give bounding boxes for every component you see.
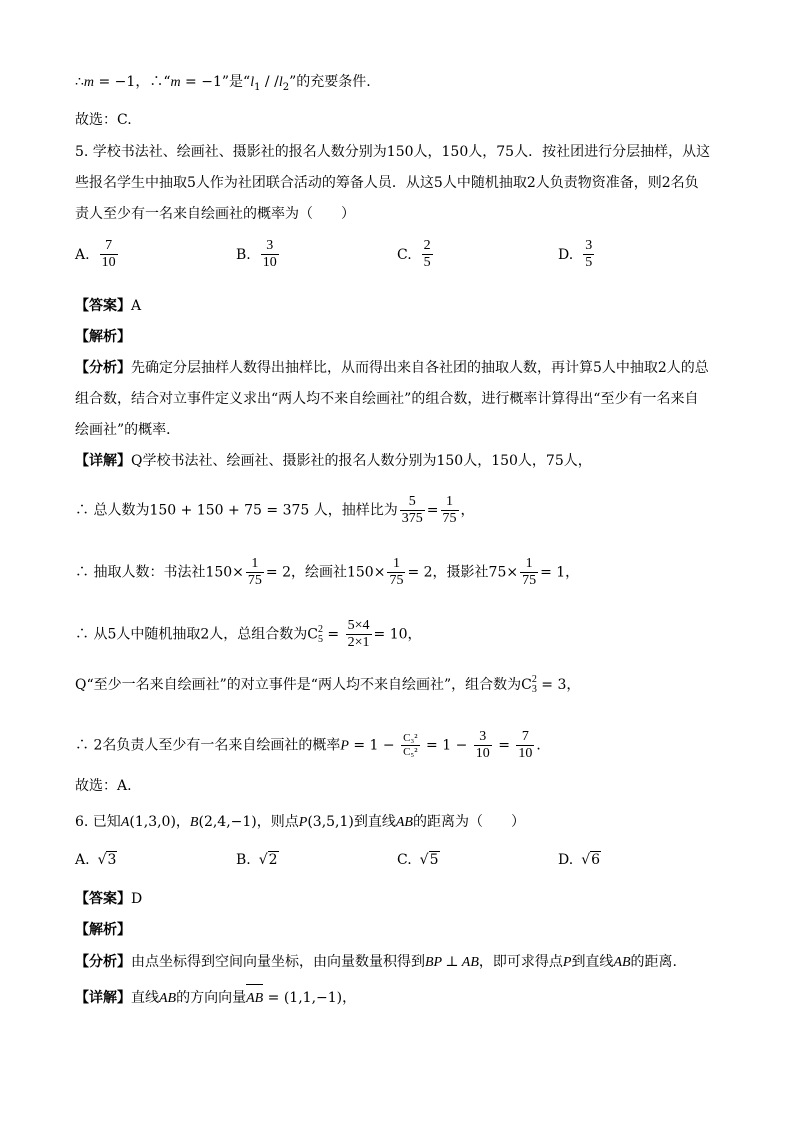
q5-line-2: 些报名学生中抽取5人作为社团联合活动的筹备人员．从这5人中随机抽取2人负责物资准备，则2名负 (75, 175, 699, 191)
numerator: 2 (423, 238, 431, 253)
radicand: 5 (429, 852, 439, 868)
fraction (520, 556, 538, 589)
text: 的方向向量 (176, 990, 247, 1006)
fraction (441, 494, 459, 527)
numerator: 7 (100, 238, 118, 255)
text: Q学校书法社、绘画社、摄影社的报名人数分别为150人，150人，75人， (131, 453, 592, 469)
point-p: P (298, 815, 308, 830)
fraction (261, 238, 279, 271)
subscript: 2 (282, 81, 290, 93)
prev-select: 故选：C. (75, 112, 132, 128)
q6-fenxi (75, 952, 677, 973)
parallel-symbol: / / (260, 74, 279, 90)
numerator: 3 (474, 729, 492, 746)
numerator: 5 (400, 494, 425, 511)
fraction (401, 732, 419, 759)
superscript: 2 (317, 623, 323, 635)
denominator: 75 (522, 573, 537, 588)
option-label: C. (397, 246, 412, 263)
denominator: 10 (262, 255, 277, 270)
text: 先确定分层抽样人数得出抽样比，从而得出来自各社团的抽取人数，再计算5人中抽取2人的总 (131, 360, 709, 376)
text: = 1 − (348, 737, 400, 754)
denominator: 375 (401, 511, 423, 526)
vector-ab (246, 989, 263, 1009)
text: = 2，绘画社150× (265, 564, 386, 581)
sqrt: √2 (258, 852, 278, 868)
fraction (583, 238, 594, 271)
text: Q“至少一名来自绘画社”的对立事件是“两人均不来自绘画社”，组合数为C (75, 677, 532, 693)
text: = 3， (536, 677, 581, 693)
prev-conclusion (75, 72, 371, 98)
line-ab: AB (395, 815, 413, 830)
line-ab: AB (613, 955, 631, 970)
q5-fenxi-2: 组合数，结合对立事件定义求出“两人均不来自绘画社”的组合数，进行概率计算得出“至少有一名来自 (75, 391, 699, 407)
fraction (516, 729, 534, 762)
text: = (1,1,−1)， (263, 990, 357, 1006)
q5-option-b (236, 238, 281, 271)
text: ． (536, 737, 551, 754)
text: = −1”是“ (180, 74, 251, 90)
text: = 2，摄影社75× (407, 564, 519, 581)
coords: (1,3,0) (129, 814, 176, 830)
fraction (400, 494, 425, 527)
vector-label: AB (246, 991, 264, 1006)
denominator: 10 (518, 746, 533, 761)
text: 的距离为（ ） (412, 814, 525, 830)
therefore-symbol: ∴ (75, 74, 84, 90)
q6-detail (75, 988, 356, 1009)
detail-tag: 【详解】 (75, 453, 131, 469)
line-ab: AB (159, 991, 177, 1006)
q5-detail-3 (75, 556, 579, 589)
subscript: 1 (254, 81, 261, 93)
option-label: D. (558, 852, 574, 868)
analysis-tag: 【解析】 (75, 922, 131, 938)
var-l: l (250, 75, 255, 90)
q5-line-1: 5. 学校书法社、绘画社、摄影社的报名人数分别为150人，150人，75人．按社团进行分层抽样，从这 (75, 144, 711, 160)
numerator: 3 (261, 238, 279, 255)
q6-option-d (558, 852, 601, 868)
answer-tag: 【答案】 (75, 891, 131, 907)
q5-select: 故选：A. (75, 778, 132, 794)
q5-option-c (397, 238, 435, 271)
option-label: C. (397, 852, 412, 868)
fraction (346, 618, 372, 651)
radicand: 6 (591, 852, 601, 868)
text: ∴ 从5人中随机抽取2人，总组合数为C (75, 626, 318, 643)
q6-stem (75, 812, 525, 833)
q5-fenxi-1 (75, 358, 709, 378)
text: ， (460, 502, 475, 519)
fraction (422, 238, 433, 271)
q5-detail-4 (75, 618, 422, 651)
text: ， (175, 814, 190, 830)
vector-arrow-icon (246, 984, 263, 985)
numerator: 7 (516, 729, 534, 746)
text: = (493, 737, 515, 754)
q6-option-c (397, 852, 440, 868)
q5-option-d (558, 238, 596, 271)
sqrt: √5 (419, 852, 439, 868)
fraction (387, 556, 405, 589)
denominator: C₅² (403, 746, 418, 758)
perp-expression: BP ⊥ AB (425, 955, 479, 970)
numerator: C₃² (403, 732, 418, 744)
option-label: D. (558, 246, 574, 263)
q5-fenxi-3: 绘画社”的概率． (75, 422, 181, 438)
text: = 1， (540, 564, 580, 581)
q5-analysis-tag (75, 327, 131, 347)
answer-value: A (131, 298, 142, 314)
q5-detail-2 (75, 494, 475, 527)
text: = 1 − (421, 737, 472, 754)
option-label: A. (75, 246, 90, 263)
numerator: 1 (441, 494, 459, 511)
text: ，即可求得点 (478, 954, 563, 970)
q5-line-3: 责人至少有一名来自绘画社的概率为（ ） (75, 206, 355, 222)
answer-value: D (131, 891, 143, 907)
text: ∴ 总人数为150 + 150 + 75 = 375 人，抽样比为 (75, 502, 398, 519)
point-p: P (562, 955, 572, 970)
q5-answer (75, 296, 141, 316)
text: = 10， (373, 626, 422, 643)
q5-detail-5 (75, 675, 580, 695)
text: 到直线 (571, 954, 614, 970)
subscript: 5 (317, 633, 323, 645)
q6-option-a (75, 852, 117, 868)
option-label: B. (236, 852, 251, 868)
denominator: 5 (585, 255, 593, 270)
text: ∴ 抽取人数：书法社150× (75, 564, 244, 581)
text: 由点坐标得到空间向量坐标，由向量数量积得到 (131, 954, 425, 970)
answer-tag: 【答案】 (75, 298, 131, 314)
var-m: m (170, 75, 181, 90)
text: ，则点 (256, 814, 299, 830)
text: 直线 (131, 990, 159, 1006)
text: = −1，∴“ (94, 74, 171, 90)
coords: (3,5,1) (307, 814, 354, 830)
point-b: B (189, 815, 199, 830)
fraction (246, 556, 264, 589)
numerator: 1 (387, 556, 405, 573)
text: 6. 已知 (75, 814, 121, 830)
sqrt: √6 (581, 852, 601, 868)
q5-detail-1 (75, 451, 592, 471)
q6-analysis-tag (75, 920, 131, 940)
numerator: 1 (246, 556, 264, 573)
superscript: 2 (531, 674, 537, 685)
radicand: 2 (268, 852, 278, 868)
q6-option-b (236, 852, 279, 868)
numerator: 5×4 (347, 618, 370, 633)
var-p: P (340, 738, 349, 754)
radicand: 3 (107, 852, 117, 868)
subscript: 3 (531, 684, 537, 695)
fraction (100, 238, 118, 271)
option-label: B. (236, 246, 251, 263)
denominator: 10 (475, 746, 490, 761)
q5-detail-6 (75, 729, 550, 762)
analysis-tag: 【解析】 (75, 329, 131, 345)
coords: (2,4,−1) (198, 814, 257, 830)
text: 到直线 (353, 814, 396, 830)
denominator: 75 (389, 573, 404, 588)
point-a: A (120, 815, 130, 830)
fenxi-tag: 【分析】 (75, 954, 131, 970)
q5-option-a (75, 238, 120, 271)
denominator: 75 (247, 573, 262, 588)
equals: = (322, 626, 344, 643)
numerator: 1 (520, 556, 538, 573)
option-label: A. (75, 852, 90, 868)
denominator: 75 (442, 511, 457, 526)
text: 的距离. (630, 954, 677, 970)
denominator: 5 (423, 255, 431, 270)
fenxi-tag: 【分析】 (75, 360, 131, 376)
detail-tag: 【详解】 (75, 990, 131, 1006)
var-l: l (278, 75, 283, 90)
numerator: 3 (585, 238, 593, 253)
equals: = (426, 502, 439, 519)
denominator: 10 (101, 255, 116, 270)
sqrt: √3 (97, 852, 117, 868)
text: ∴ 2名负责人至少有一名来自绘画社的概率 (75, 737, 341, 754)
text: ”的充要条件. (289, 74, 371, 90)
q6-answer (75, 889, 142, 909)
fraction (474, 729, 492, 762)
var-m: m (83, 75, 95, 90)
denominator: 2×1 (347, 635, 370, 650)
